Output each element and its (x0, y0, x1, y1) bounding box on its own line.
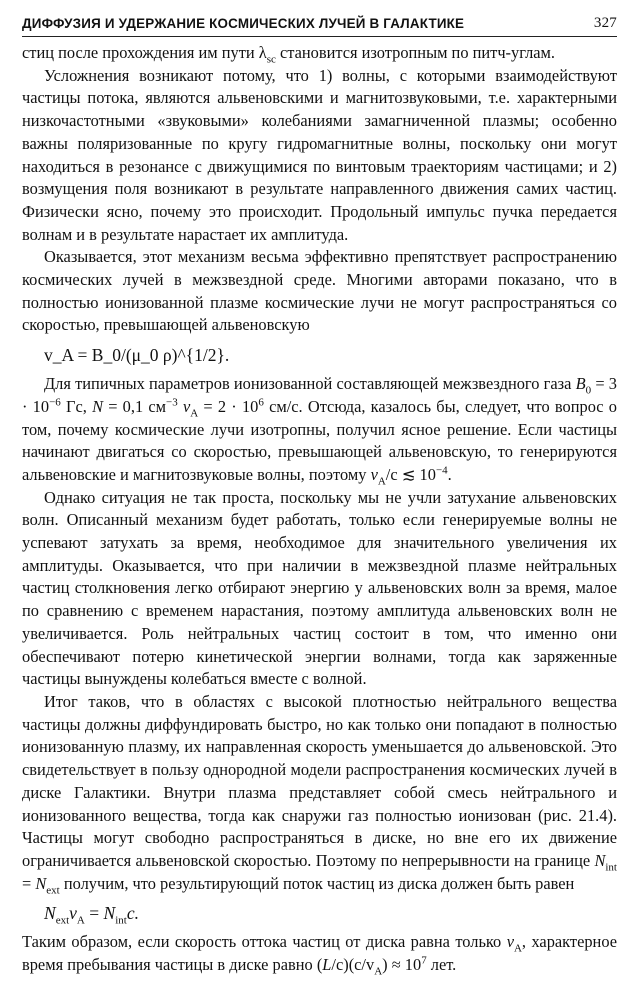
paragraph-3: Оказывается, этот механизм весьма эффективно препятствует распространению космических лучей в межзвездной среде. Многими авторами показано, что в полностью ионизованной плазме космические лучи не могут распространяться со скоростью, превышающей альвеновскую (22, 247, 617, 335)
paragraph-6: Итог таков, что в областях с высокой плотностью нейтрального вещества частицы должны диффундировать быстро, но как только они попадают в полностью ионизованную плазму, их направленная скорость уменьшается до альвеновской. Это свидетельствует в пользу однородной модели распространения космических лучей в диске Галактики. Внутри плазма представляет собой смесь нейтрального и ионизованного вещества, тогда как снаружи газ полностью ионизован (рис. 21.4). Частицы могут свободно распространяться в диске, но вне его их движение ограничивается альвеновской скоростью. Поэтому по непрерывности на границе $N_{int} = N_{ext}$ получим, что результирующий поток частиц из диска должен быть равен (22, 691, 617, 896)
paragraph-5: Однако ситуация не так проста, поскольку мы не учли затухание альвеновских волн. Описанный механизм будет работать, только если генерируемые волны не успевают затухать за время, необходимое для значительного увеличения их амплитуды. Оказывается, что при наличии в межзвездной плазме нейтральных частиц столкновения легко отбирают энергию у альвеновских волн за время, малое по сравнению с временем нарастания, поэтому амплитуда альвеновских волн не увеличивается. Роль нейтральных частиц состоит в том, что именно они обеспечивают потерю кинетической энергии волнами, тогда как заряженные частицы вынуждены колебаться вместе с волной. (22, 487, 617, 689)
equation-flux-balance: $N_{ext}v_A = N_{int}c$. (44, 903, 139, 927)
chapter-title: ДИФФУЗИЯ И УДЕРЖАНИЕ КОСМИЧЕСКИХ ЛУЧЕЙ В ГАЛАКТИКЕ (22, 16, 465, 31)
paragraph-4: Для типичных параметров ионизованной составляющей межзвездного газа $B_0 = 3 \cdot 10^{-6}$ Гс, N = 0,1 $см^{-3}$ $v_A = 2 \cdot 10^6$ см/с. Отсюда, казалось бы, следует, что вопрос о том, почему космические лучи изотропны, получил ясное решение. Если частицы начинают двигаться со скоростью, превышающей альвеновскую, то генерируются альвеновские и магнитозвуковые волны, поэтому $v_A/c$ ≲ $10^{-4}$. (22, 374, 617, 488)
equation-text: v_A = B_0/(μ_0 ρ)^{1/2}. (44, 345, 230, 366)
body-text (22, 42, 617, 977)
running-head (22, 14, 617, 37)
paragraph-2: Усложнения возникают потому, что 1) волны, с которыми взаимодействуют частицы потока, являются альвеновскими и магнитозвуковыми, т.е. характерными низкочастотными «звуковыми» колебаниями замагниченной плазмы; особенно важны поляризованные по кругу гидромагнитные волны, поскольку они могут находиться в резонансе с движущимися по винтовым траекториям частицами; и 2) возмущения поля возникают в результате направленного движения самих частиц. Физически ясно, почему это происходит. Продольный импульс пучка передается волнам и в результате нарастает их амплитуда. (22, 65, 617, 244)
page-number: 327 (593, 15, 617, 31)
paragraph-7: Таким образом, если скорость оттока частиц от диска равна только $v_A$, характерное время пребывания частицы в диске равно $(L/c)(c/v_A) \approx 10^7$ лет. (22, 932, 617, 978)
equation-alfven-speed (44, 343, 617, 367)
paragraph-1: стиц после прохождения им пути $\lambda_{sc}$ становится изотропным по питч-углам. (22, 43, 556, 66)
